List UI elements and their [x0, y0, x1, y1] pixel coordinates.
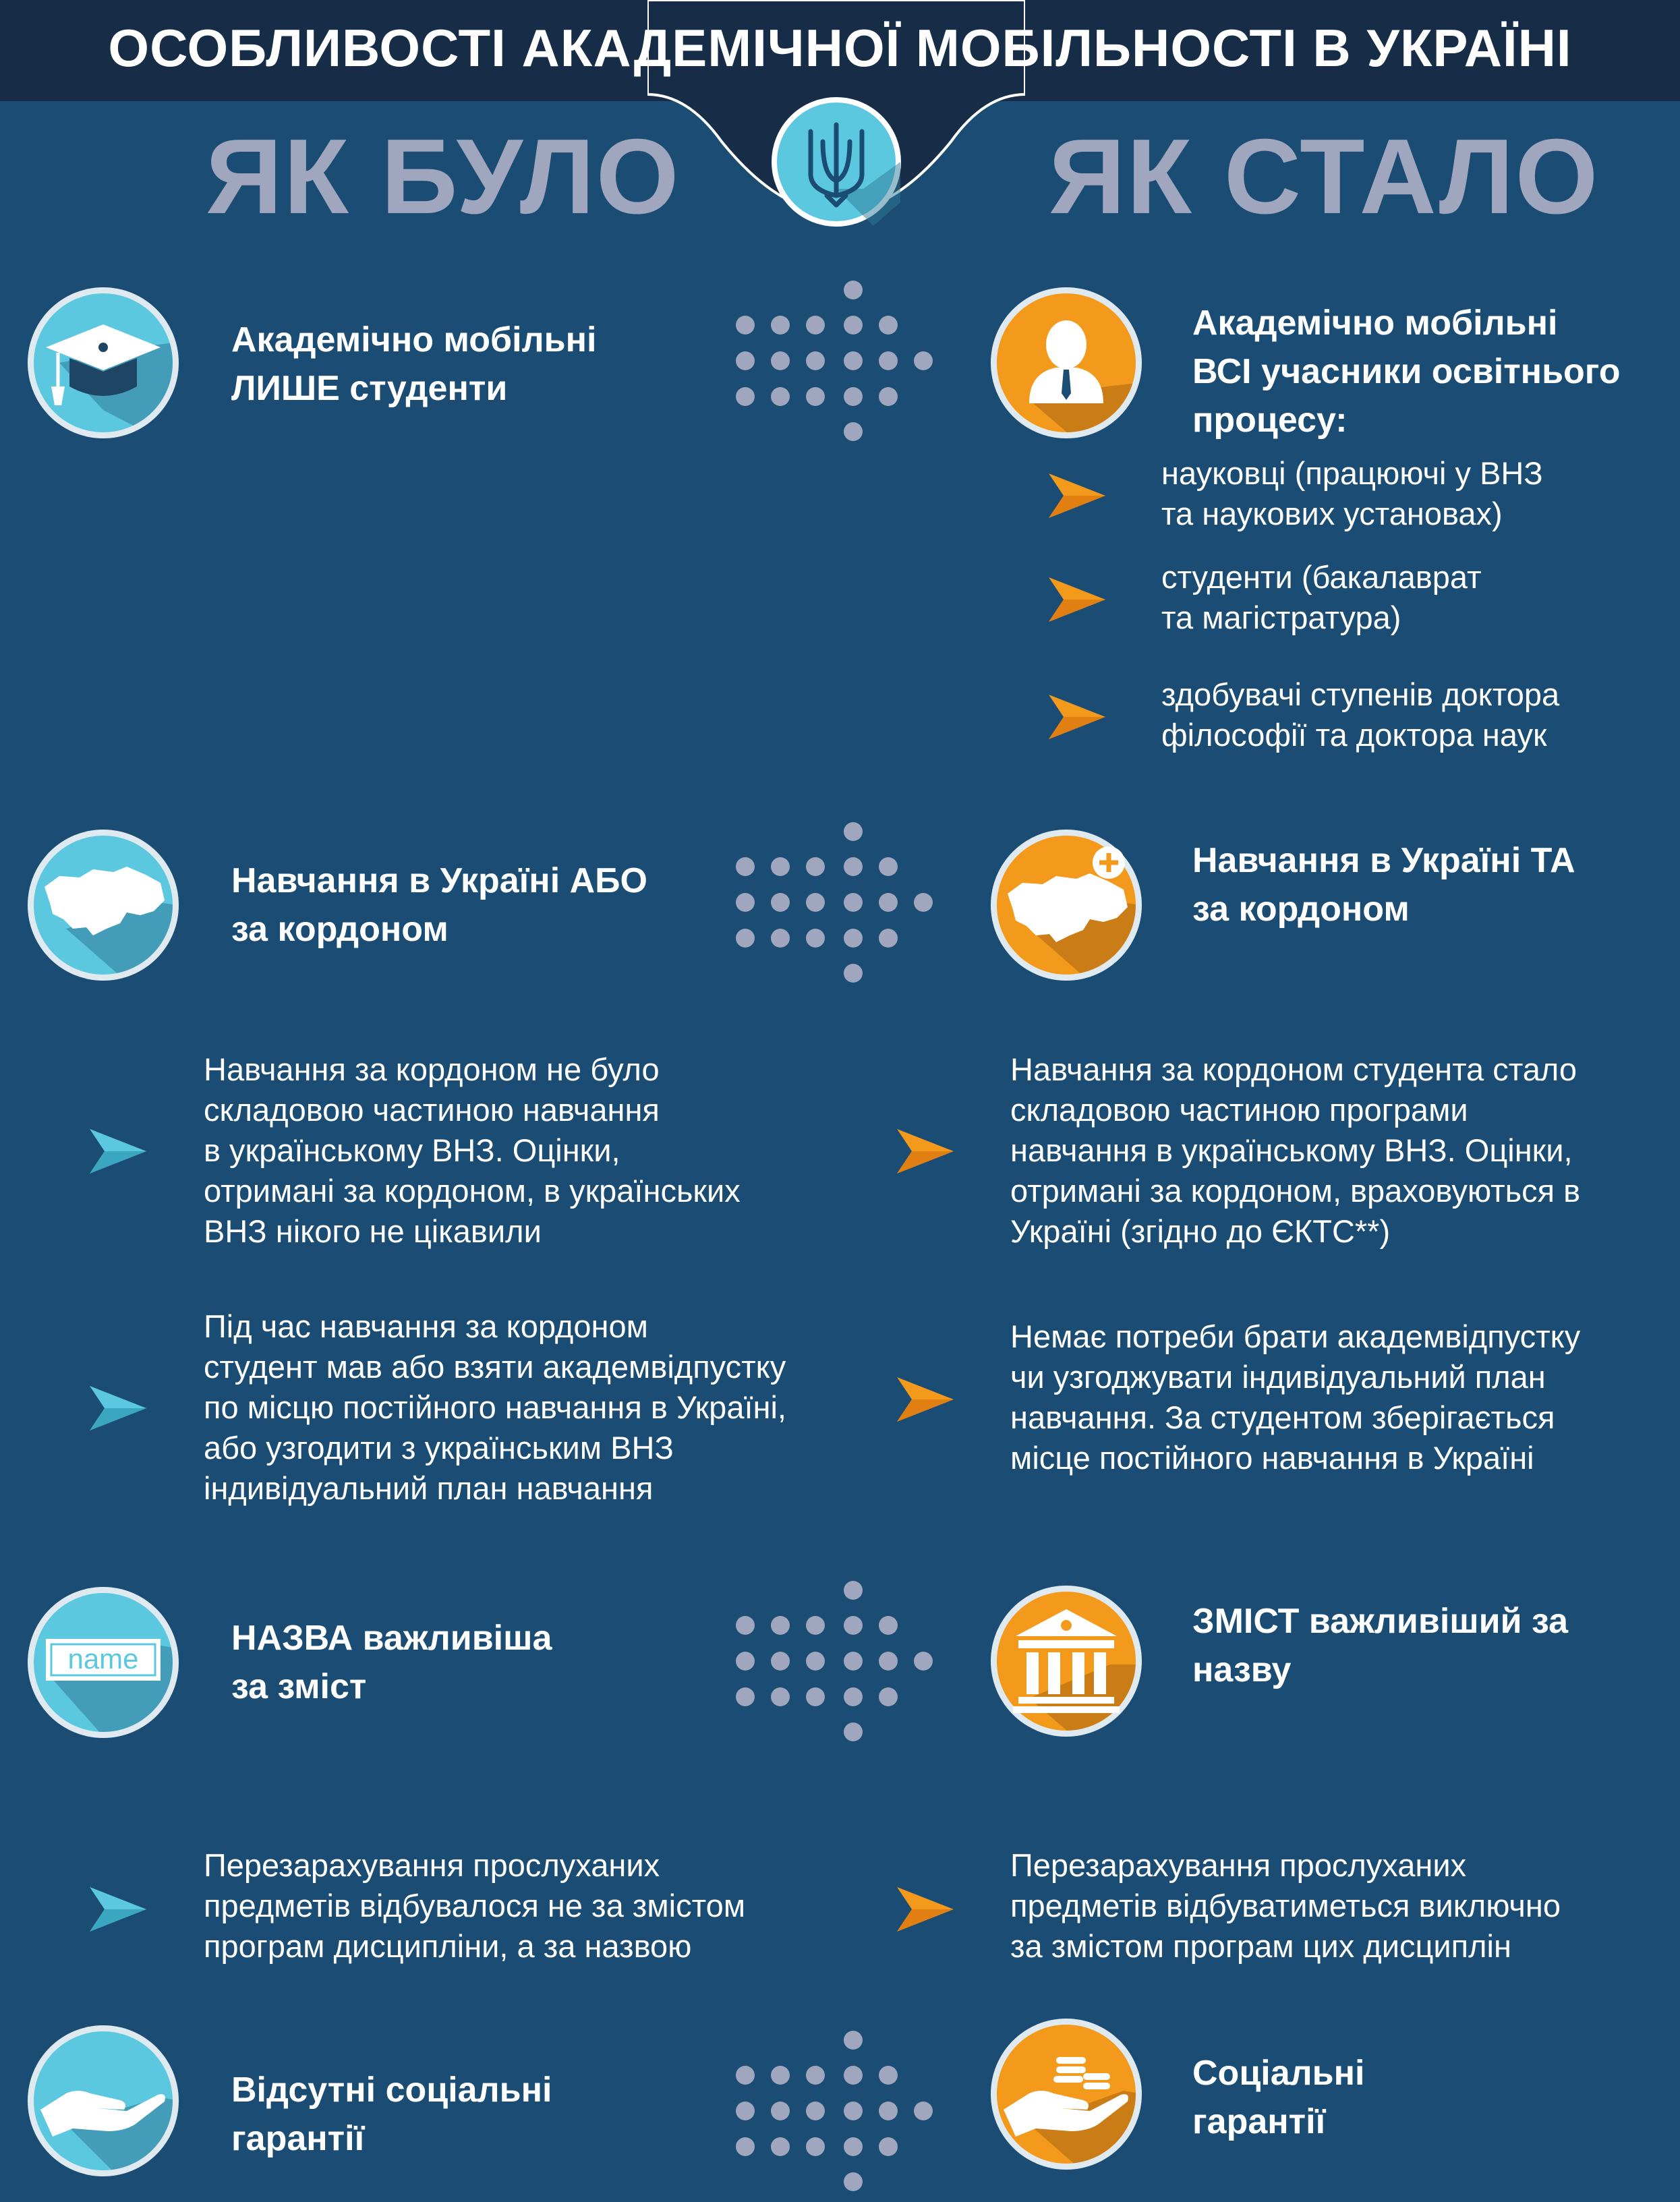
- orange-arrow-icon: [897, 1126, 954, 1176]
- section1-after-heading: Академічно мобільні ВСІ учасники освітнього процесу:: [1192, 303, 1621, 440]
- after-list-item: студенти (бакалаврат та магістратура): [1161, 559, 1482, 635]
- orange-arrow-icon: [897, 1884, 954, 1934]
- section2-after-text-1: Навчання за кордоном студента стало складовою частиною програми навчання в українському ВНЗ. Оцінки, отримані за кордоном, враховуються в Україні (згідно до ЄКТС**): [1010, 1051, 1581, 1249]
- section2-before-text-2: Під час навчання за кордоном студент мав або взяти академвідпустку по місцю постійного навчання в Україні, або узгодити з українським ВНЗ індивідуальний план навчання: [204, 1308, 786, 1506]
- ukraine-map-plus-icon: [989, 828, 1144, 983]
- before-column-title: ЯК БУЛО: [206, 117, 680, 236]
- name-tag-icon: [26, 1585, 181, 1740]
- page-title: ОСОБЛИВОСТІ АКАДЕМІЧНОЇ МОБІЛЬНОСТІ В УКРАЇНІ: [108, 18, 1572, 78]
- blue-arrow-icon: [90, 1126, 146, 1176]
- after-list-item: науковці (працюючі у ВНЗ та наукових установах): [1161, 455, 1543, 531]
- after-list-item: здобувачі ступенів доктора філософії та доктора наук: [1161, 676, 1560, 753]
- section4-after-heading: Соціальні гарантії: [1192, 2054, 1365, 2141]
- hand-with-coins-icon: [989, 2017, 1144, 2172]
- institution-building-icon: [989, 1584, 1144, 1739]
- section2-after-heading: Навчання в Україні ТА за кордоном: [1192, 841, 1575, 929]
- graduation-cap-icon: [26, 285, 181, 440]
- section3-before-text: Перезарахування прослуханих предметів відбувалося не за змістом програм дисципліни, а за назвою: [204, 1847, 746, 1964]
- blue-arrow-icon: [90, 1884, 146, 1934]
- transition-dots-3: [732, 1577, 934, 1745]
- transition-dots-1: [732, 277, 934, 445]
- transition-dots-4: [732, 2027, 934, 2195]
- open-hand-icon: [26, 2023, 181, 2178]
- svg-text:name: name: [67, 1643, 139, 1675]
- orange-arrow-icon: [1049, 575, 1105, 625]
- section1-before-heading: Академічно мобільні ЛИШЕ студенти: [231, 320, 597, 408]
- transition-dots-2: [732, 818, 934, 987]
- orange-arrow-icon: [897, 1374, 954, 1424]
- trident-icon: [769, 94, 904, 229]
- section2-after-text-2: Немає потреби брати академвідпустку чи узгоджувати індивідуальний план навчання. За студентом зберігається місце постійного навчання в Україні: [1010, 1319, 1581, 1476]
- section2-before-text-1: Навчання за кордоном не було складовою частиною навчання в українському ВНЗ. Оцінки, отримані за кордоном, в українських ВНЗ нікого не цікавили: [204, 1051, 741, 1249]
- section4-before-heading: Відсутні соціальні гарантії: [231, 2070, 552, 2158]
- section3-before-heading: НАЗВА важливіша за зміст: [231, 1619, 552, 1706]
- after-column-title: ЯК СТАЛО: [1049, 117, 1600, 236]
- ukraine-map-icon: [26, 828, 181, 983]
- blue-arrow-icon: [90, 1383, 146, 1433]
- section2-before-heading: Навчання в Україні АБО за кордоном: [231, 861, 647, 949]
- section3-after-text: Перезарахування прослуханих предметів відбуватиметься виключно за змістом програм цих дисциплін: [1010, 1847, 1561, 1964]
- orange-arrow-icon: [1049, 692, 1105, 742]
- person-icon: [989, 285, 1144, 440]
- section3-after-heading: ЗМІСТ важливіший за назву: [1192, 1602, 1569, 1689]
- orange-arrow-icon: [1049, 471, 1105, 521]
